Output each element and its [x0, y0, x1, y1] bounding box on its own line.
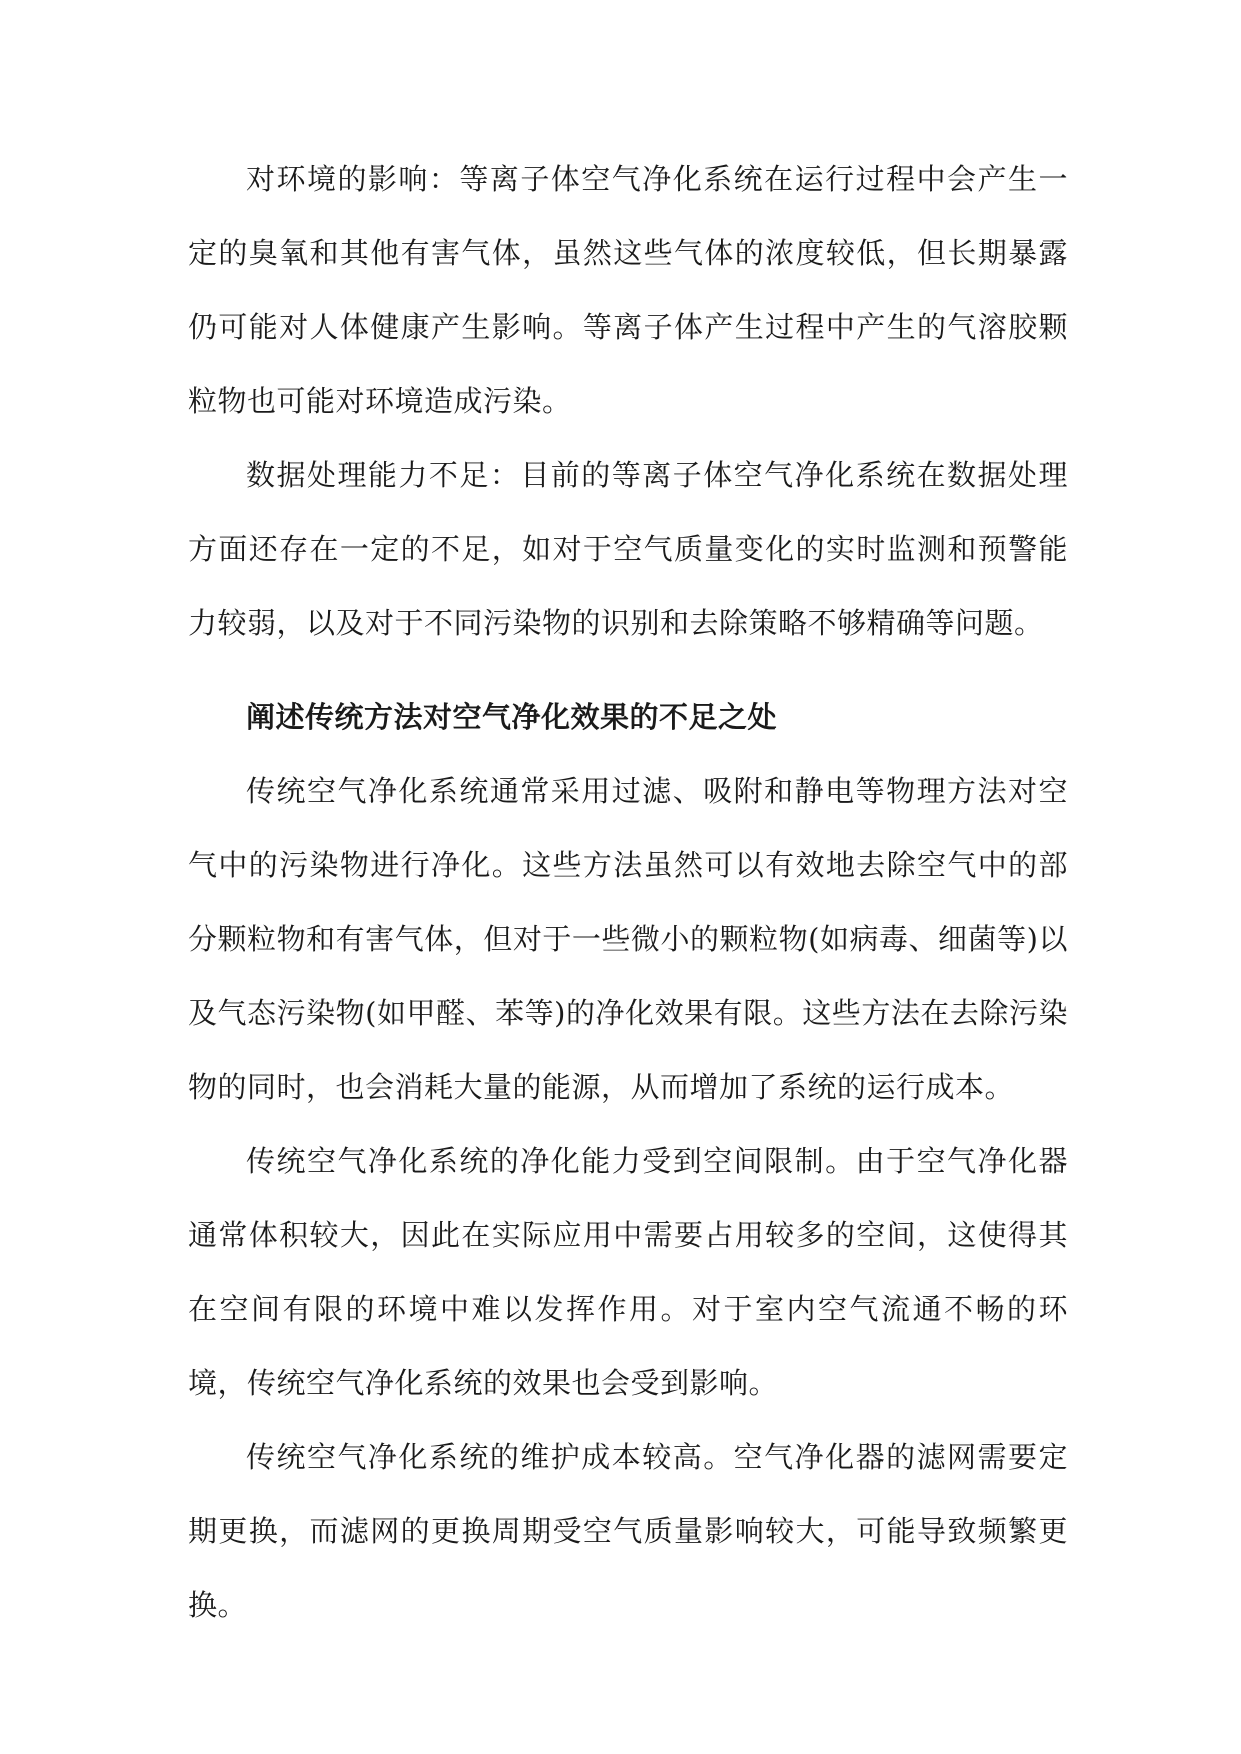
- paragraph-maintenance-cost: 传统空气净化系统的维护成本较高。空气净化器的滤网需要定期更换，而滤网的更换周期受空气质量影响较大，可能导致频繁更换。: [188, 1440, 1068, 1622]
- paragraph-environment-impact: 对环境的影响：等离子体空气净化系统在运行过程中会产生一定的臭氧和其他有害气体，虽然这些气体的浓度较低，但长期暴露仍可能对人体健康产生影响。等离子体产生过程中产生的气溶胶颗粒物也可能对环境造成污染。: [188, 162, 1068, 418]
- paragraph-traditional-methods: 传统空气净化系统通常采用过滤、吸附和静电等物理方法对空气中的污染物进行净化。这些方法虽然可以有效地去除空气中的部分颗粒物和有害气体，但对于一些微小的颗粒物(如病毒、细菌等)以及气态污染物(如甲醛、苯等)的净化效果有限。这些方法在去除污染物的同时，也会消耗大量的能源，从而增加了系统的运行成本。: [188, 774, 1068, 1104]
- section-heading: 阐述传统方法对空气净化效果的不足之处: [246, 700, 778, 734]
- paragraph-space-limitation: 传统空气净化系统的净化能力受到空间限制。由于空气净化器通常体积较大，因此在实际应用中需要占用较多的空间，这使得其在空间有限的环境中难以发挥作用。对于室内空气流通不畅的环境，传统空气净化系统的效果也会受到影响。: [188, 1144, 1068, 1400]
- document-body: [188, 142, 1068, 1642]
- paragraph-data-processing: 数据处理能力不足：目前的等离子体空气净化系统在数据处理方面还存在一定的不足，如对于空气质量变化的实时监测和预警能力较弱，以及对于不同污染物的识别和去除策略不够精确等问题。: [188, 458, 1068, 640]
